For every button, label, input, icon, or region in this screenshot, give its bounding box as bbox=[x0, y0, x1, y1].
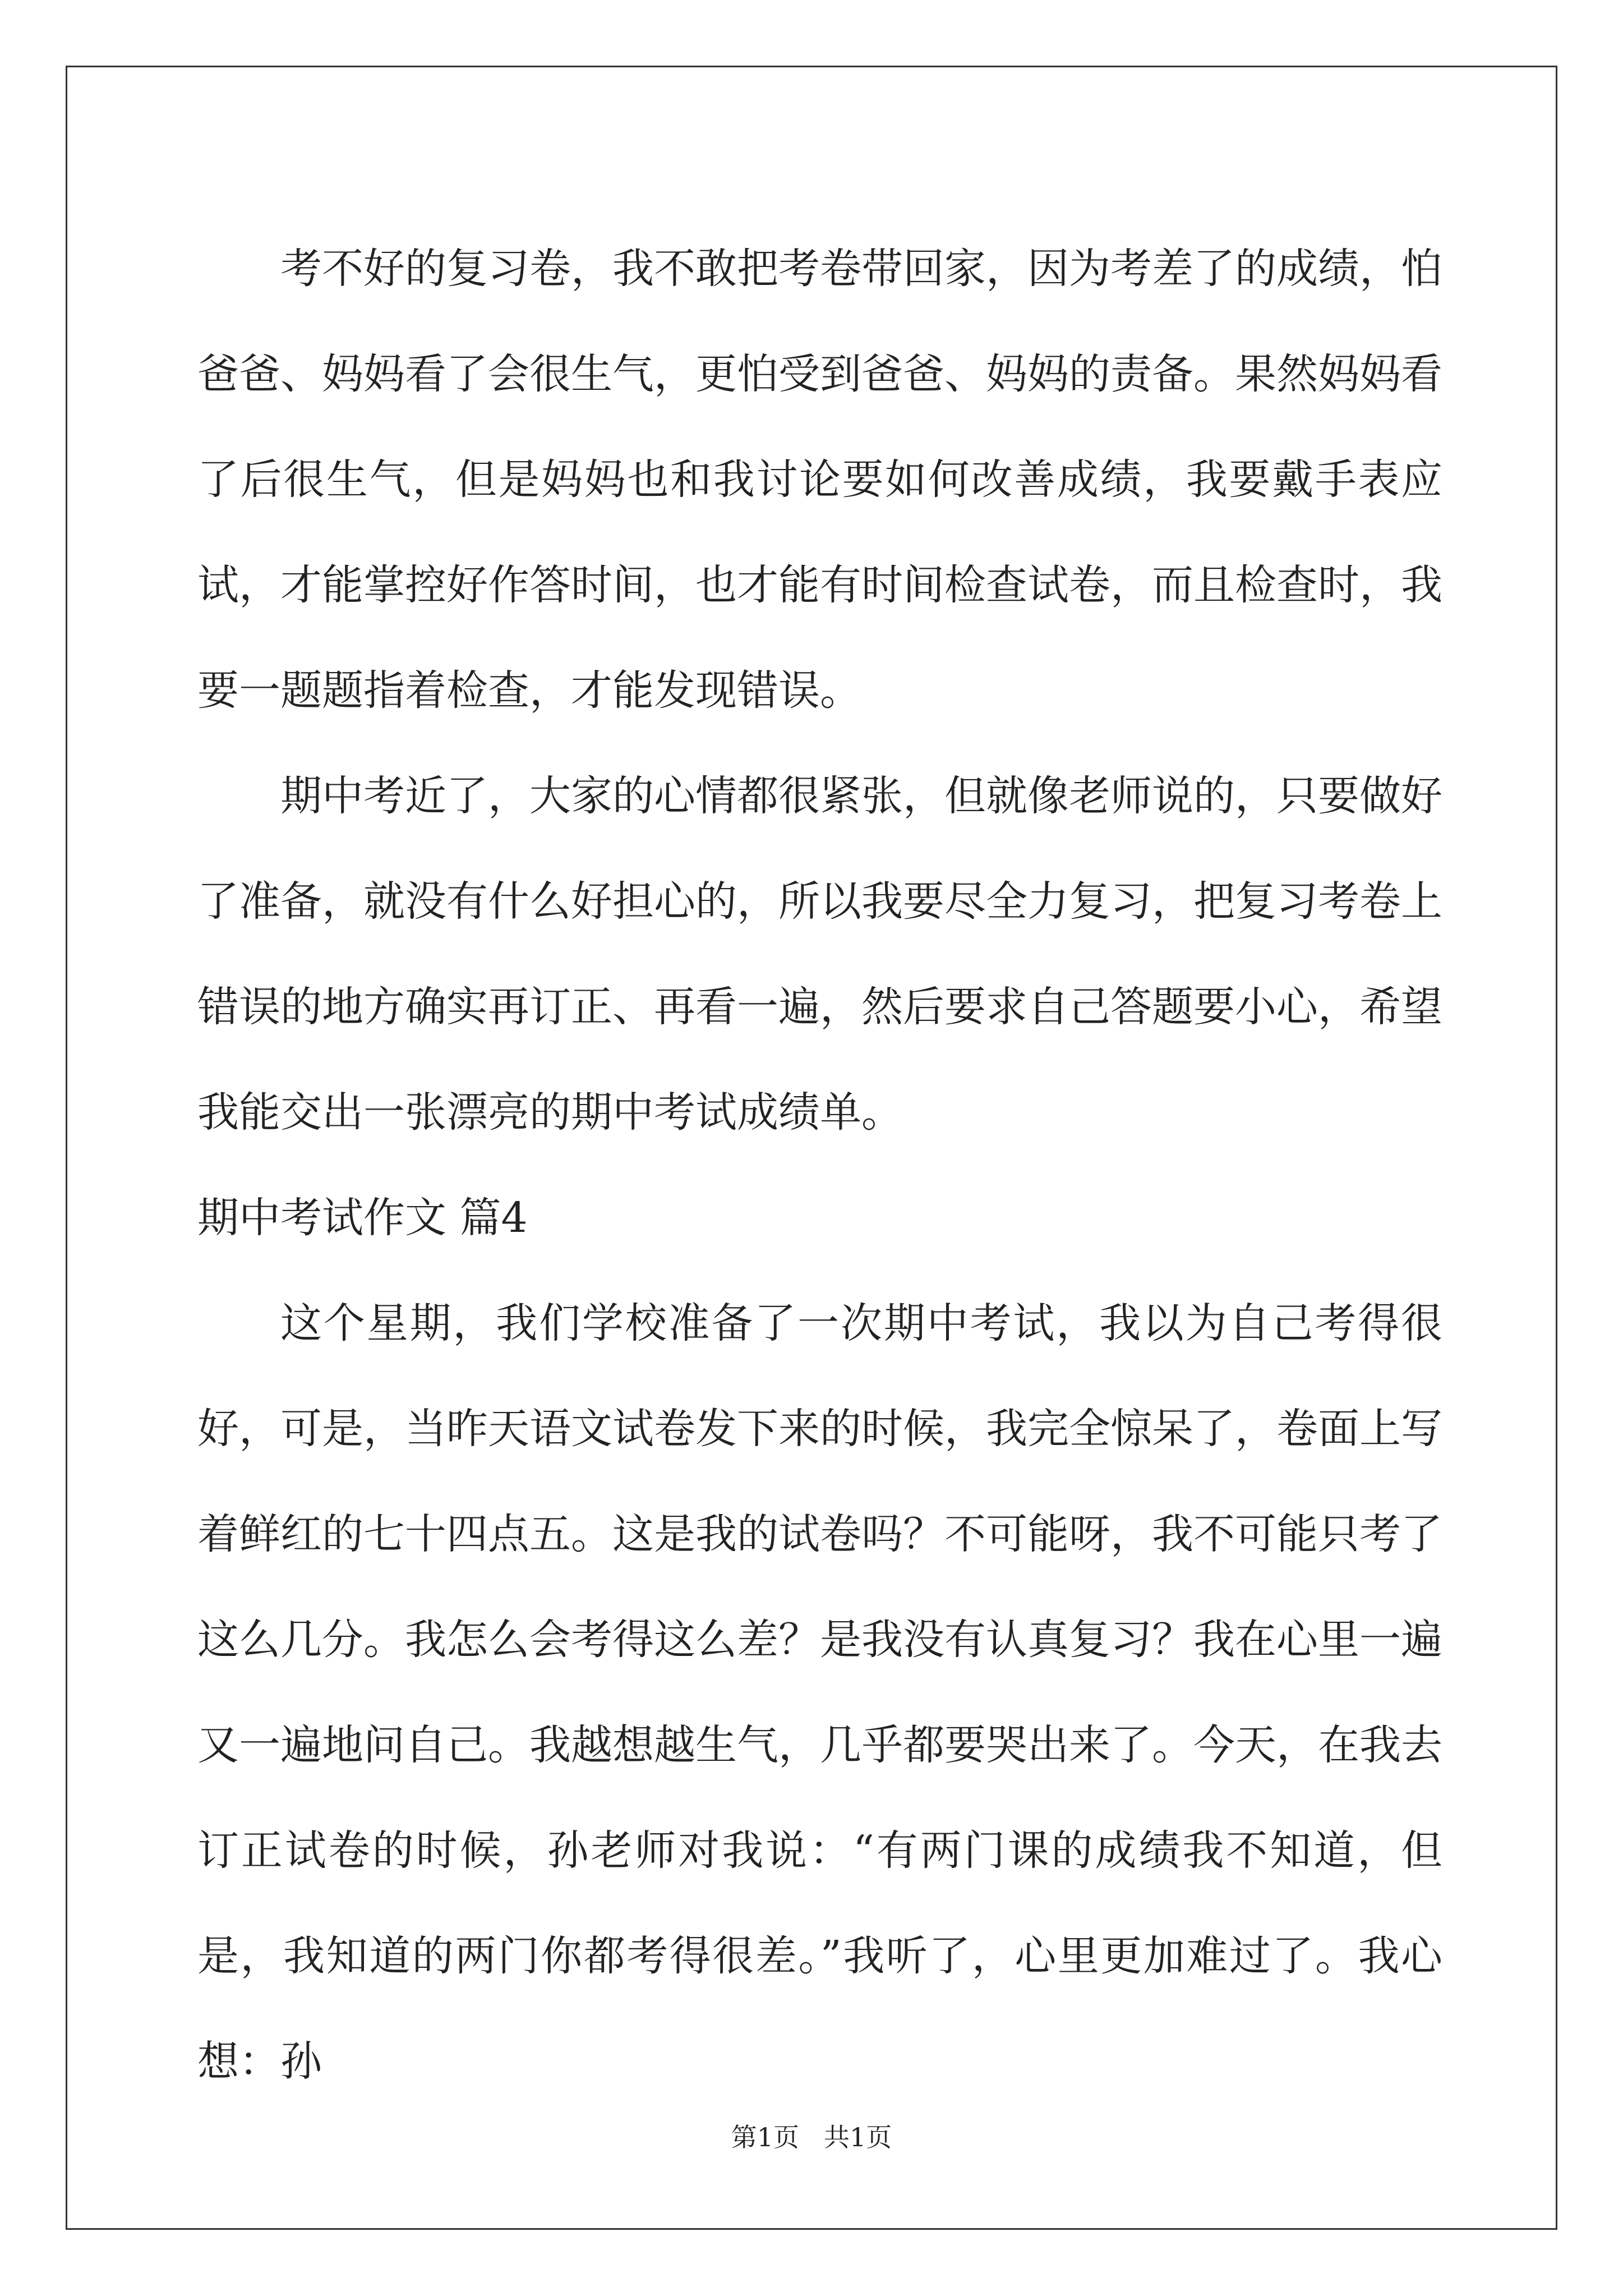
paragraph-3: 这个星期，我们学校准备了一次期中考试，我以为自己考得很好，可是，当昨天语文试卷发下来的时候，我完全惊呆了，卷面上写着鲜红的七十四点五。这是我的试卷吗？不可能呀，我不可能只考了这么几分。我怎么会考得这么差？是我没有认真复习？我在心里一遍又一遍地问自己。我越想越生气，几乎都要哭出来了。今天，在我去订正试卷的时候，孙老师对我说：“有两门课的成绩我不知道，但是，我知道的两门你都考得很差。”我听了，心里更加难过了。我心想：孙 bbox=[197, 1299, 1442, 2086]
paragraph-1: 考不好的复习卷，我不敢把考卷带回家，因为考差了的成绩，怕爸爸、妈妈看了会很生气，更怕受到爸爸、妈妈的责备。果然妈妈看了后很生气，但是妈妈也和我讨论要如何改善成绩，我要戴手表应试，才能掌控好作答时间，也才能有时间检查试卷，而且检查时，我要一题题指着检查，才能发现错误。 bbox=[197, 245, 1442, 715]
paragraph-2: 期中考近了，大家的心情都很紧张，但就像老师说的，只要做好了准备，就没有什么好担心的，所以我要尽全力复习，把复习考卷上错误的地方确实再订正、再看一遍，然后要求自己答题要小心，希望我能交出一张漂亮的期中考试成绩单。 bbox=[197, 772, 1442, 1137]
page-total: 共1页 bbox=[823, 2122, 892, 2152]
section-heading: 期中考试作文 篇4 bbox=[197, 1194, 528, 1242]
page-number: 第1页 bbox=[731, 2122, 800, 2152]
page-footer bbox=[0, 2120, 1623, 2154]
document-body bbox=[197, 216, 1442, 2114]
